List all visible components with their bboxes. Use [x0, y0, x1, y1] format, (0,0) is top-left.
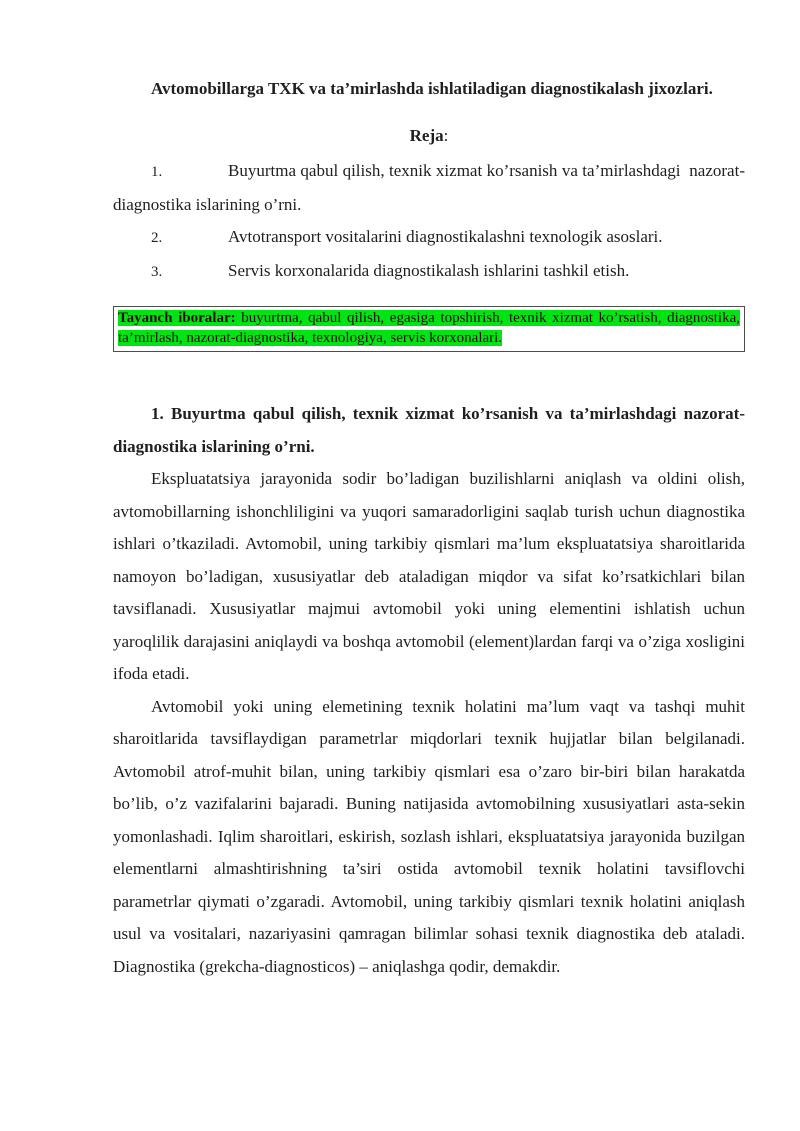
plan-item-1-number: 1. — [151, 164, 163, 180]
plan-item-3-number: 3. — [151, 263, 163, 280]
key-phrases-box — [113, 306, 745, 352]
key-phrases-text: buyurtma, qabul qilish, egasiga topshirish, texnik xizmat ko’rsatish, diagnostika, ta’mirlash, nazorat-diagnostika, texnologiya, servis korxonalari. — [118, 310, 740, 346]
plan-item-3-text: Servis korxonalarida diagnostikalash ishlarini tashkil etish. — [228, 260, 630, 280]
key-phrases-label: Tayanch iboralar: — [118, 310, 236, 326]
body-paragraph-2: Avtomobil yoki uning elemetining texnik holatini ma’lum vaqt va tashqi muhit sharoitlarida tavsiflaydigan parametrlar miqdorlari texnik hujjatlar bilan belgilanadi. Avtomobil atrof-muhit bilan, uning tarkibiy qismlari esa o’zaro bir-biri bilan harakatda bo’lib, o’z vazifalarini bajaradi. Buning natijasida avtomobilning xususiyatlari asta-sekin yomonlashadi. Iqlim sharoitlari, eskirish, sozlash ishlari, ekspluatatsiya jarayonida buzilgan elementlarni almashtirishning ta’siri ostida avtomobil texnik holatini tavsiflovchi parametrlar qiymati o’zgaradi. Avtomobil, uning tarkibiy qismlari texnik holatini aniqlash usul va vositalari, nazariyasini qamragan bilimlar sohasi texnik diagnostika deb ataladi. Diagnostika (grekcha-diagnosticos) – aniqlashga qodir, demakdir. — [113, 696, 745, 976]
plan-heading-colon: : — [443, 126, 449, 145]
section-heading: 1. Buyurtma qabul qilish, texnik xizmat ko’rsanish va ta’mirlashdagi nazorat-diagnostika islarining o’rni. — [113, 404, 745, 456]
plan-heading-label: Reja — [409, 126, 444, 145]
document-title: Avtomobillarga TXK va ta’mirlashda ishlatiladigan diagnostikalash jixozlari. — [151, 79, 713, 98]
plan-item-2 — [113, 221, 745, 255]
plan-heading — [113, 120, 745, 152]
plan-item-1-text: Buyurtma qabul qilish, texnik xizmat ko’rsanish va ta’mirlashdagi nazorat-diagnostika islarining o’rni. — [113, 161, 745, 214]
plan-item-1 — [113, 155, 745, 221]
plan-item-2-number: 2. — [151, 230, 163, 246]
plan-list — [113, 155, 745, 288]
plan-item-3 — [113, 255, 745, 289]
plan-item-2-text: Avtotransport vositalarini diagnostikalashni texnologik asoslari. — [228, 227, 663, 246]
body-paragraph-1: Ekspluatatsiya jarayonida sodir bo’ladigan buzilishlarni aniqlash va oldini olish, avtomobillarning ishonchliligini va yuqori samaradorligini saqlab turish uchun diagnostika ishlari o’tkaziladi. Avtomobil, uning tarkibiy qismlari ma’lum ekspluatatsiya sharoitlarida namoyon bo’ladigan, xususiyatlar deb ataladigan miqdor va sifat ko’rsatkichlari bilan tavsiflanadi. Xususiyatlar majmui avtomobil yoki uning elementini ishlatish uchun yaroqlilik darajasini aniqlaydi va boshqa avtomobil (element)lardan farqi va o’ziga xosligini ifoda etadi. — [113, 469, 745, 683]
